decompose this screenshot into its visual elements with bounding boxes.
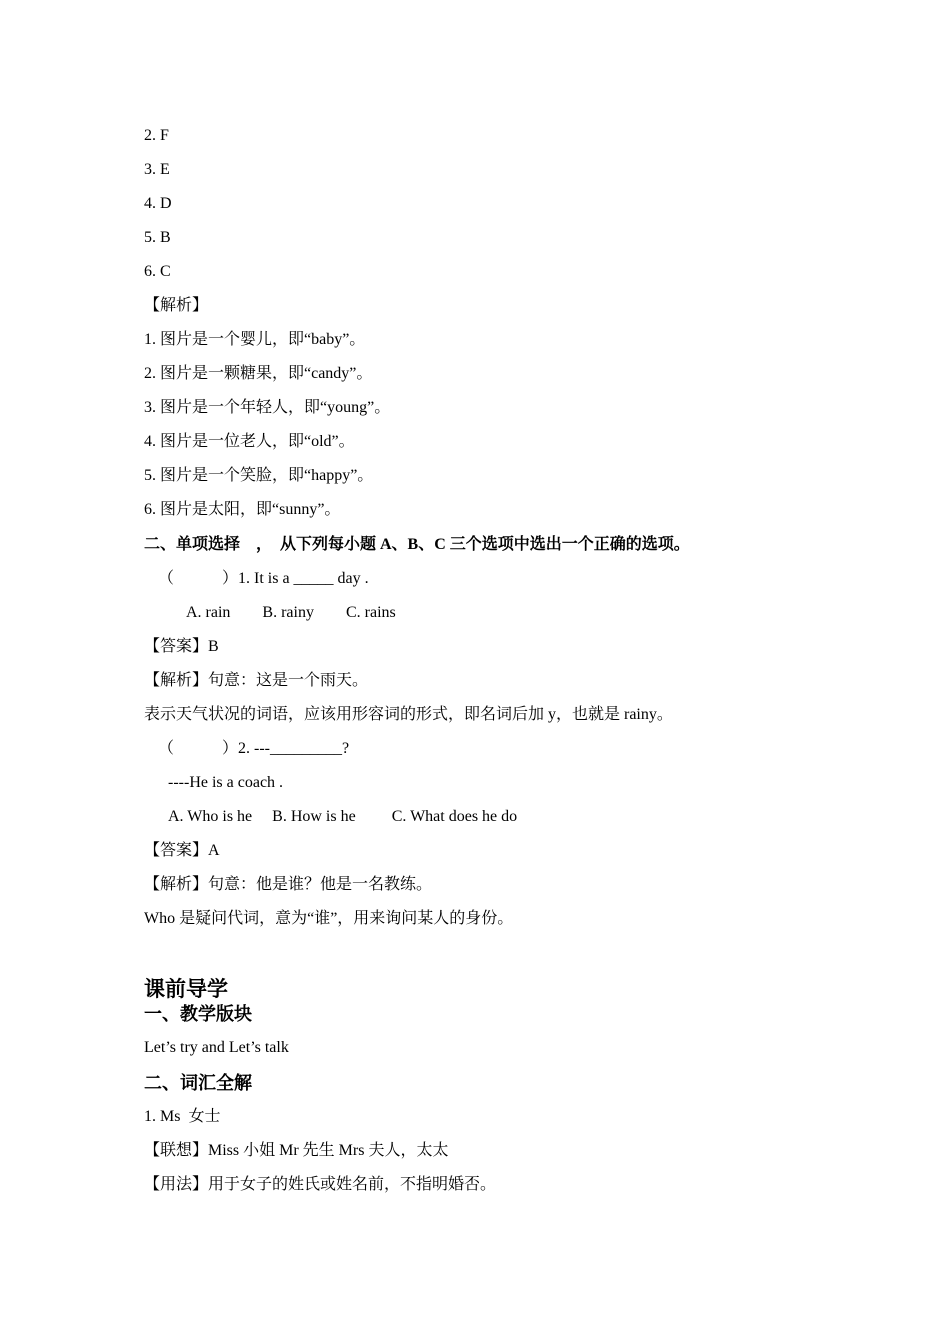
analysis-line: 4. 图片是一位老人，即“old”。 (144, 433, 355, 450)
answer-line: 6. C (144, 263, 171, 280)
analysis-line: 2. 图片是一颗糖果，即“candy”。 (144, 365, 373, 382)
vocab-association: 【联想】Miss 小姐 Mr 先生 Mrs 夫人，太太 (144, 1142, 449, 1159)
answer-line: 5. B (144, 229, 171, 246)
analysis-line: 3. 图片是一个年轻人，即“young”。 (144, 399, 391, 416)
page-title: 课前导学 (144, 977, 228, 1001)
subsection-text: Let’s try and Let’s talk (144, 1039, 289, 1056)
question-stem: （ ）2. ---_________? (158, 740, 350, 757)
analysis-line: 1. 图片是一个婴儿，即“baby”。 (144, 331, 366, 348)
answer-line: 3. E (144, 161, 170, 178)
question-note: Who 是疑问代词，意为“谁”，用来询问某人的身份。 (144, 910, 514, 927)
vocab-usage: 【用法】用于女子的姓氏或姓名前，不指明婚否。 (144, 1176, 497, 1193)
question-note: 表示天气状况的词语，应该用形容词的形式，即名词后加 y，也就是 rainy。 (144, 706, 673, 723)
question-stem: （ ）1. It is a _____ day . (158, 570, 369, 587)
question-answer: 【答案】B (144, 638, 219, 655)
question-options: A. Who is he B. How is he C. What does he do (168, 808, 518, 825)
subsection-title: 一、教学版块 (144, 1004, 252, 1024)
vocab-item: 1. Ms 女士 (144, 1108, 221, 1125)
answer-line: 4. D (144, 195, 172, 212)
analysis-label: 【解析】 (144, 297, 209, 314)
question-analysis: 【解析】句意：这是一个雨天。 (144, 672, 369, 689)
question-reply: ----He is a coach . (168, 774, 284, 791)
question-analysis: 【解析】句意：他是谁？他是一名教练。 (144, 876, 433, 893)
answer-line: 2. F (144, 127, 169, 144)
question-answer: 【答案】A (144, 842, 220, 859)
question-options: A. rain B. rainy C. rains (186, 604, 396, 621)
subsection-title: 二、词汇全解 (144, 1073, 252, 1093)
analysis-line: 5. 图片是一个笑脸，即“happy”。 (144, 467, 374, 484)
analysis-line: 6. 图片是太阳，即“sunny”。 (144, 501, 341, 518)
section-heading: 二、单项选择 ， 从下列每小题 A、B、C 三个选项中选出一个正确的选项。 (144, 536, 690, 553)
